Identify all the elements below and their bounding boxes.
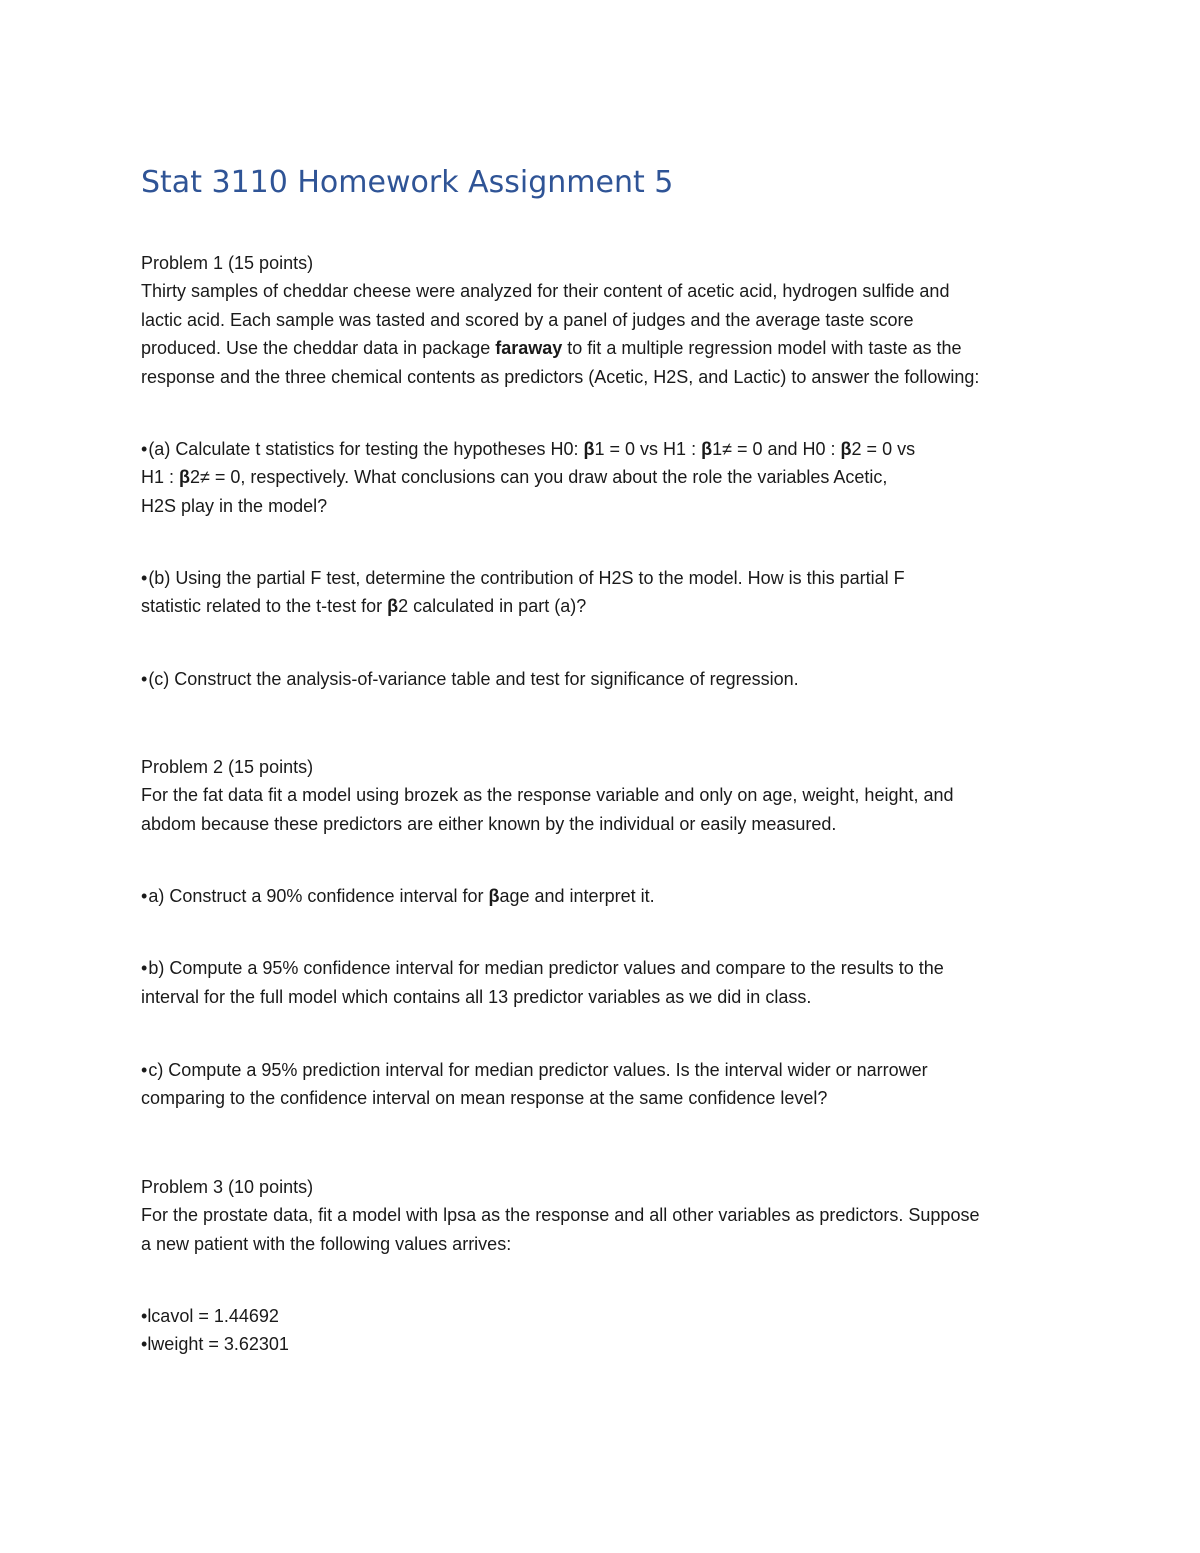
- problem-1-text-line-3: [141, 334, 962, 362]
- text-segment: H1 :: [141, 467, 180, 487]
- problem-1-text-line-2: lactic acid. Each sample was tasted and scored by a panel of judges and the average taste score: [141, 310, 914, 330]
- problem-3-text-line-1: For the prostate data, fit a model with lpsa as the response and all other variables as predictors. Suppose: [141, 1205, 980, 1225]
- text-segment: 2≠ = 0, respectively. What conclusions can you draw about the role the variables Acetic,: [190, 467, 888, 487]
- problem-2-part-b-line-2: interval for the full model which contains all 13 predictor variables as we did in class.: [141, 987, 812, 1007]
- problem-2-part-c-line-1: [141, 1056, 928, 1084]
- problem-3-text-line-2: a new patient with the following values arrives:: [141, 1234, 512, 1254]
- problem-3-value-lcavol: [141, 1302, 279, 1330]
- bullet: •: [141, 568, 148, 588]
- beta-symbol: β: [488, 886, 500, 906]
- problem-2-part-a-line-1: [141, 882, 655, 910]
- document-title: Stat 3110 Homework Assignment 5: [141, 165, 674, 200]
- text-segment: lcavol = 1.44692: [147, 1306, 279, 1326]
- text-segment: c) Compute a 95% prediction interval for median predictor values. Is the interval wider or narrower: [148, 1060, 928, 1080]
- text-segment: produced. Use the cheddar data in package: [141, 338, 496, 358]
- bullet: •: [141, 669, 148, 689]
- problem-2-part-c-line-2: comparing to the confidence interval on mean response at the same confidence level?: [141, 1088, 828, 1108]
- text-segment: 1≠ = 0 and H0 :: [712, 439, 841, 459]
- beta-symbol: β: [179, 467, 191, 487]
- beta-symbol: β: [583, 439, 595, 459]
- problem-1-part-b-line-1: [141, 564, 905, 592]
- problem-1-text-line-1: Thirty samples of cheddar cheese were analyzed for their content of acetic acid, hydrogen sulfide and: [141, 281, 950, 301]
- bullet: •: [141, 886, 148, 906]
- problem-3-heading: Problem 3 (10 points): [141, 1177, 314, 1197]
- beta-symbol: β: [701, 439, 713, 459]
- text-segment: (c) Construct the analysis-of-variance table and test for significance of regression.: [148, 669, 799, 689]
- text-segment: (a) Calculate t statistics for testing the hypotheses H0:: [148, 439, 584, 459]
- text-segment: to fit a multiple regression model with taste as the: [562, 338, 962, 358]
- problem-2-text-line-1: For the fat data fit a model using brozek as the response variable and only on age, weight, height, and: [141, 785, 954, 805]
- bullet: •: [141, 1306, 148, 1326]
- problem-1-part-c-line-1: [141, 665, 799, 693]
- text-segment: statistic related to the t-test for: [141, 596, 388, 616]
- beta-symbol: β: [387, 596, 399, 616]
- problem-1-part-a-line-1: [141, 435, 915, 463]
- problem-1-part-a-line-3: H2S play in the model?: [141, 496, 328, 516]
- bullet: •: [141, 439, 148, 459]
- text-segment: b) Compute a 95% confidence interval for median predictor values and compare to the results to the: [148, 958, 944, 978]
- bullet: •: [141, 958, 148, 978]
- problem-1-part-a-line-2: [141, 463, 887, 491]
- problem-1-text-line-4: response and the three chemical contents as predictors (Acetic, H2S, and Lactic) to answer the following:: [141, 367, 980, 387]
- problem-1-part-b-line-2: [141, 592, 586, 620]
- problem-2-text-line-2: abdom because these predictors are either known by the individual or easily measured.: [141, 814, 837, 834]
- bullet: •: [141, 1060, 148, 1080]
- problem-3-value-lweight: [141, 1330, 289, 1358]
- text-segment: a) Construct a 90% confidence interval for: [148, 886, 489, 906]
- text-segment: lweight = 3.62301: [147, 1334, 289, 1354]
- problem-1-heading: Problem 1 (15 points): [141, 253, 314, 273]
- text-segment: (b) Using the partial F test, determine the contribution of H2S to the model. How is this partial F: [148, 568, 905, 588]
- problem-2-part-b-line-1: [141, 954, 944, 982]
- beta-symbol: β: [840, 439, 852, 459]
- package-name: faraway: [495, 338, 563, 358]
- text-segment: age and interpret it.: [499, 886, 655, 906]
- text-segment: 2 = 0 vs: [851, 439, 916, 459]
- bullet: •: [141, 1334, 148, 1354]
- text-segment: 1 = 0 vs H1 :: [594, 439, 702, 459]
- problem-2-heading: Problem 2 (15 points): [141, 757, 314, 777]
- text-segment: 2 calculated in part (a)?: [398, 596, 587, 616]
